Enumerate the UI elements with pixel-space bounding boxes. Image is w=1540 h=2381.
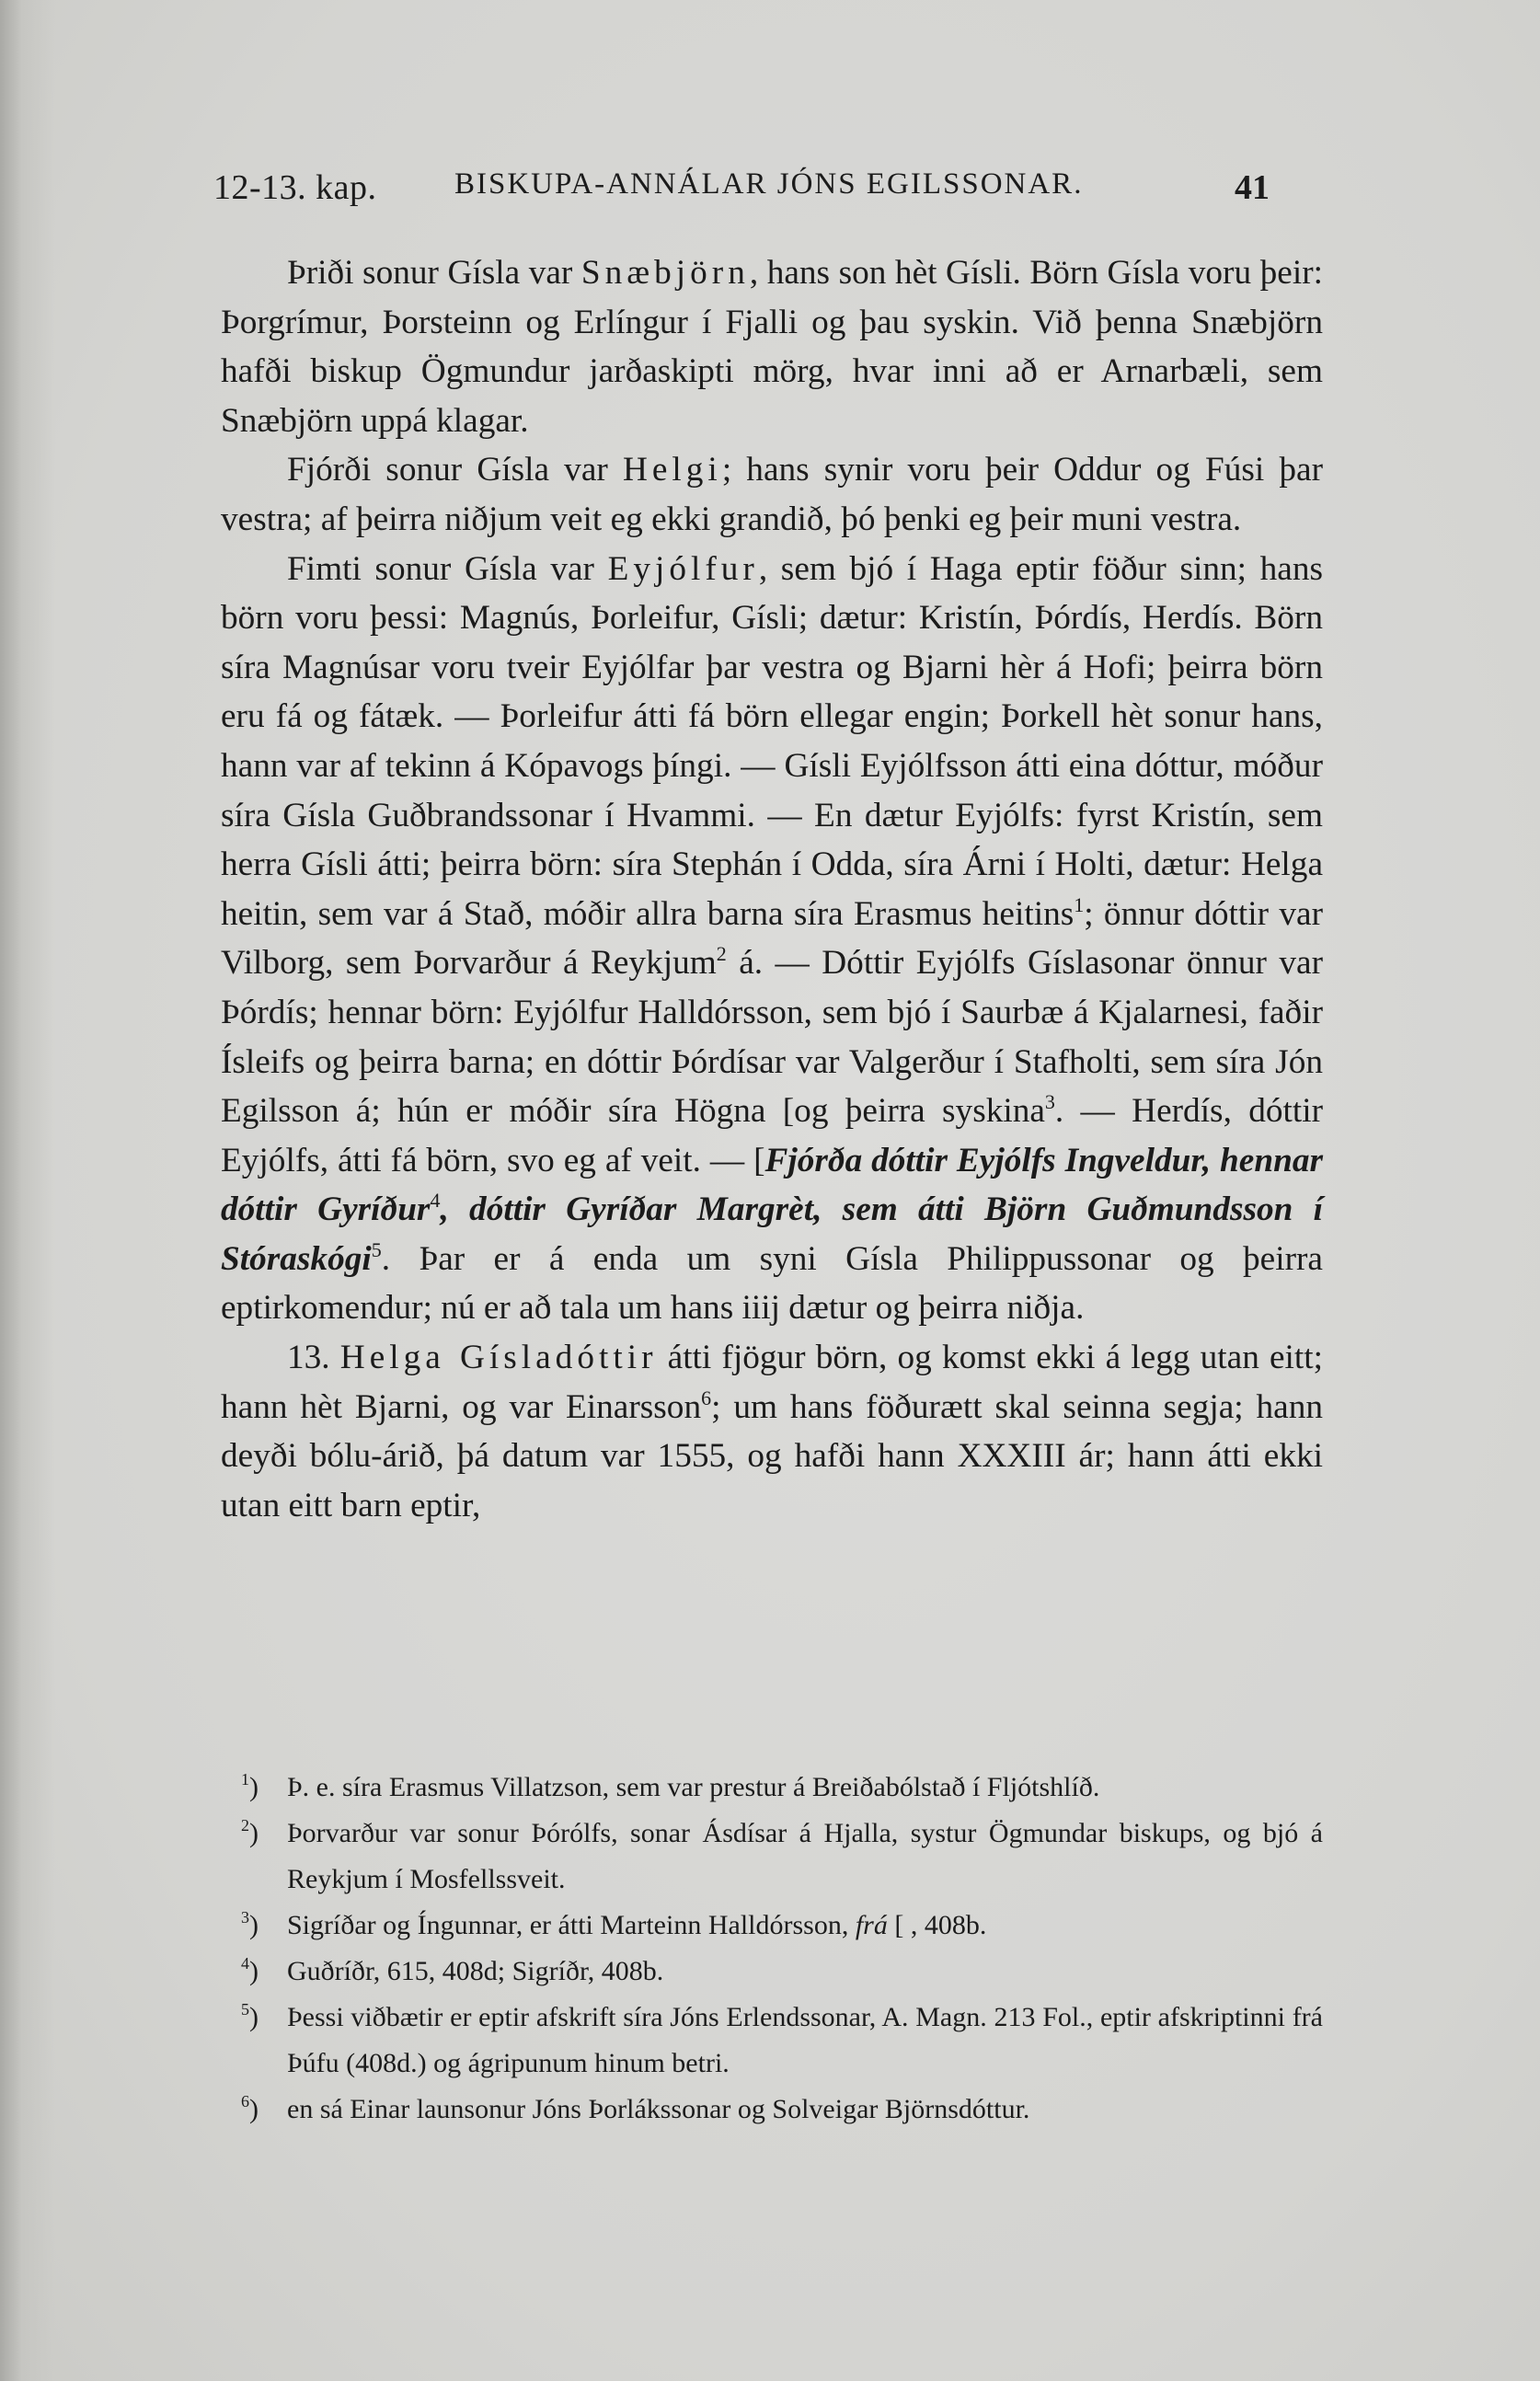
footnote-marker: $^4$) (241, 1954, 259, 1986)
footnote-text: Þessi viðbætir er eptir afskrift síra Jóns Erlendssonar, A. Magn. 213 Fol., eptir afskriptinni frá Þúfu (408d.) og ágripunum hinum betri. (287, 2002, 1323, 2078)
footnote-ref[interactable]: 2 (716, 942, 727, 966)
footnote-text: Guðríðr, 615, 408d; Sigríðr, 408b. (287, 1956, 664, 1986)
footnote-text: Þ. e. síra Erasmus Villatzson, sem var prestur á Breiðabólstað í Fljótshlíð. (287, 1772, 1100, 1802)
paragraph-section-13 (221, 1333, 1323, 1530)
page-gutter-shadow (0, 0, 55, 2381)
paragraph-eyjolfur (221, 545, 1323, 1334)
text-run: . — Herdís, dóttir Eyjólfs, átti fá börn, svo eg af veit. — [ (221, 1092, 1323, 1179)
text-run: . Þar er á enda um syni Gísla Philippussonar og þeirra eptirkomendur; nú er að tala um hans iiij dætur og þeirra niðja. (221, 1239, 1323, 1328)
running-title: BISKUPA-ANNÁLAR JÓNS EGILSSONAR. (454, 167, 1084, 201)
footnote-1 (221, 1765, 1323, 1811)
footnote-number: 2 (241, 1816, 249, 1835)
footnote-text: [ , 408b. (887, 1910, 987, 1940)
footnote-ref[interactable]: 3 (1044, 1090, 1055, 1114)
footnote-marker: $^6$) (241, 2092, 259, 2124)
text-run: , hans son hèt Gísli. Börn Gísla voru þeir: Þorgrímur, Þorsteinn og Erlíngur í Fjalli og þau syskin. Við þenna Snæbjörn hafði biskup Ögmundur jarðaskipti mörg, hvar inni að er Arnarbæli, sem Snæbjörn uppá klagar. (221, 254, 1323, 440)
footnote-marker: $^2$) (241, 1816, 259, 1848)
footnote-marker: $^3$) (241, 1908, 259, 1940)
text-run: , sem bjó í Haga eptir föður sinn; hans börn voru þessi: Magnús, Þorleifur, Gísli; dætur: Kristín, Þórdís, Herdís. Börn síra Magnúsar voru tveir Eyjólfar þar vestra og Bjarni hèr á Hofi; þeirra börn eru fá og fátæk. — Þorleifur átti fá börn ellegar engin; Þorkell hèt sonur hans, hann var af tekinn á Kópavogs þíngi. — Gísli Eyjólfsson átti eina dóttur, móður síra Gísla Guðbrandssonar í Hvammi. — En dætur Eyjólfs: fyrst Kristín, sem herra Gísli átti; þeirra börn: síra Stephán í Odda, síra Árni í Holti, dætur: Helga heitin, sem var á Stað, móðir allra barna síra Erasmus heitins (221, 549, 1323, 933)
spaced-name: Eyjólfur (607, 549, 759, 588)
spaced-name: Snæbjörn (580, 254, 750, 292)
footnote-ref[interactable]: 6 (701, 1386, 712, 1409)
page-number: 41 (1235, 168, 1270, 207)
footnotes (221, 1765, 1323, 2133)
italic-insertion: Fjórða dóttir Eyjólfs Ingveldur, hennar dóttir Gyríður (221, 1141, 1323, 1229)
footnote-number: 3 (241, 1908, 249, 1927)
footnote-text: Þorvarður var sonur Þórólfs, sonar Ásdísar á Hjalla, systur Ögmundar biskups, og bjó á Reykjum í Mosfellssveit. (287, 1818, 1323, 1894)
text-run: ; hans synir voru þeir Oddur og Fúsi þar vestra; af þeirra niðjum veit eg ekki grandið, þó þenki eg þeir muni vestra. (221, 451, 1323, 538)
footnote-number: 1 (241, 1770, 249, 1789)
footnote-6 (221, 2087, 1323, 2133)
footnote-ref[interactable]: 4 (430, 1189, 441, 1213)
paragraph-snaebjorn (221, 248, 1323, 445)
footnote-3 (221, 1903, 1323, 1949)
footnote-number: 4 (241, 1954, 249, 1973)
chapter-label: 12-13. kap. (213, 168, 377, 207)
footnote-number: 6 (241, 2092, 249, 2111)
text-run: átti fjögur börn, og komst ekki á legg utan eitt; hann hèt Bjarni, og var Einarsson (221, 1339, 1323, 1426)
text-run: á. — Dóttir Eyjólfs Gíslasonar önnur var Þórdís; hennar börn: Eyjólfur Halldórsson, sem bjó í Saurbæ á Kjalarnesi, faðir Ísleifs og þeirra barna; en dóttir Þórdísar var Valgerður í Stafholti, sem síra Jón Egilsson á; hún er móðir síra Högna [og þeirra syskina (221, 944, 1323, 1131)
text-run: ; önnur dóttir var Vilborg, sem Þorvarður á Reykjum (221, 894, 1324, 983)
footnote-text: en sá Einar launsonur Jóns Þorlákssonar og Solveigar Björnsdóttur. (287, 2094, 1030, 2124)
text-run: Þriði sonur Gísla var (287, 254, 581, 292)
main-text (221, 248, 1323, 1530)
footnote-marker: $^1$) (241, 1770, 259, 1802)
footnote-italic: frá (855, 1910, 888, 1940)
spaced-name: Helgi (622, 451, 722, 489)
footnote-number: 5 (241, 2000, 249, 2019)
text-run: Fjórði sonur Gísla var (287, 451, 623, 489)
footnote-ref[interactable]: 1 (1074, 892, 1085, 916)
section-number: 13. (287, 1339, 330, 1377)
italic-insertion: , dóttir Gyríðar Margrèt, sem átti Björn Guðmundsson í Stóraskógi (221, 1190, 1323, 1278)
footnote-5 (221, 1995, 1323, 2087)
text-run: ; um hans föðurætt skal seinna segja; hann deyði bólu-árið, þá datum var 1555, og hafði hann XXXIII ár; hann átti ekki utan eitt barn eptir, (221, 1387, 1324, 1524)
footnote-ref[interactable]: 5 (371, 1237, 382, 1261)
running-header (213, 167, 1270, 223)
footnote-2 (221, 1811, 1323, 1903)
footnote-text: Sigríðar og Íngunnar, er átti Marteinn Halldórsson, (287, 1910, 856, 1940)
paragraph-helgi (221, 445, 1323, 544)
spaced-name: Helga Gísladóttir (339, 1339, 658, 1377)
footnote-4 (221, 1949, 1323, 1995)
text-run: Fimti sonur Gísla var (287, 549, 608, 588)
footnote-marker: $^5$) (241, 2000, 259, 2032)
